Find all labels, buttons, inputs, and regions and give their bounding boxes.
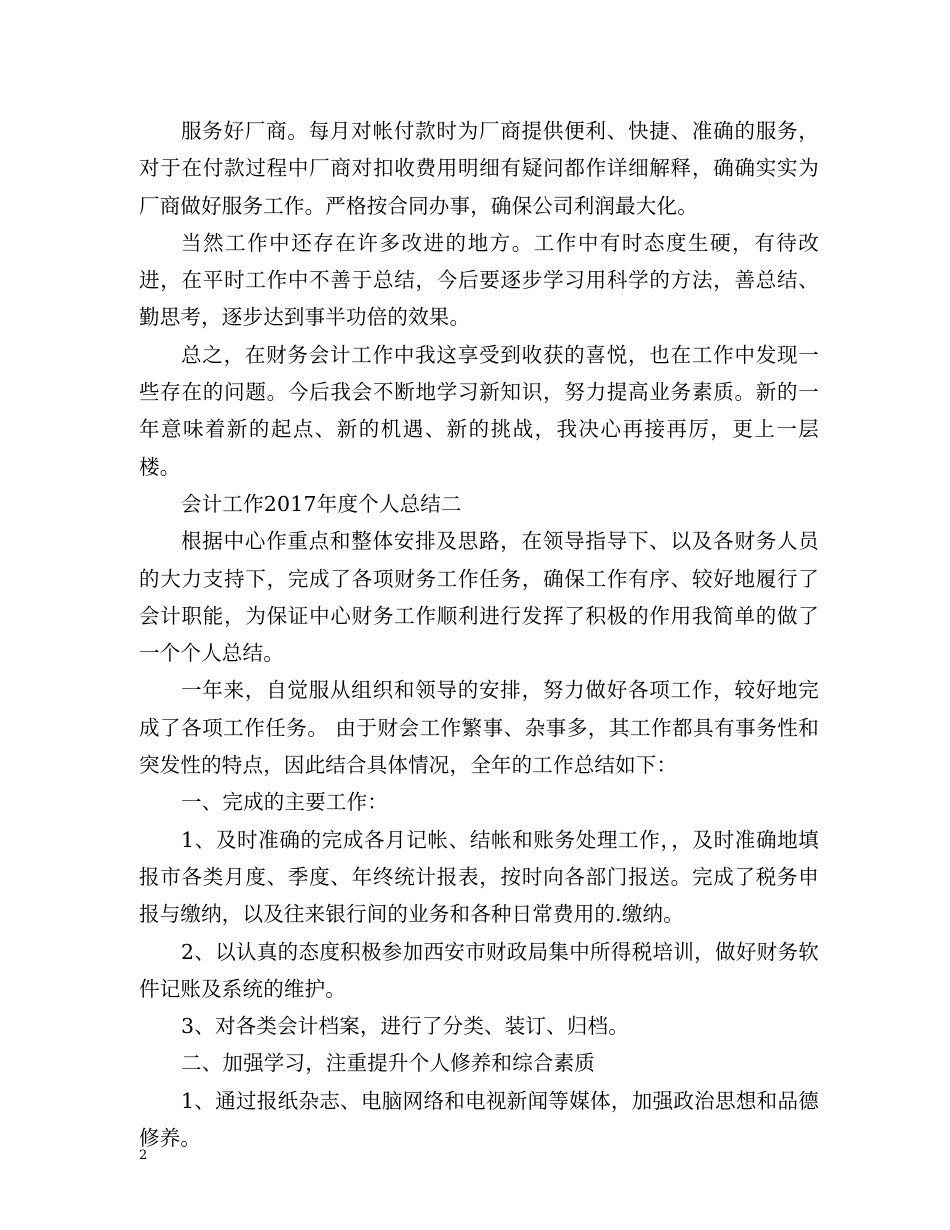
list-item-bookkeeping: 1、及时准确的完成各月记帐、结帐和账务处理工作，，及时准确地填报市各类月度、季度、年终统计报表，按时向各部门报送。完成了税务申报与缴纳，以及往来银行间的业务和各种日常费用的.缴纳。	[139, 827, 819, 927]
paragraph-service-vendors: 服务好厂商。每月对帐付款时为厂商提供便利、快捷、准确的服务，对于在付款过程中厂商对扣收费用明细有疑问都作详细解释，确确实实为厂商做好服务工作。严格按合同办事，确保公司利润最大化。	[139, 119, 819, 218]
page-number: 2	[139, 1148, 148, 1163]
paragraph-introduction: 根据中心作重点和整体安排及思路，在领导指导下、以及各财务人员的大力支持下，完成了各项财务工作任务，确保工作有序、较好地履行了会计职能，为保证中心财务工作顺利进行发挥了积极的作用我简单的做了一个个人总结。	[139, 529, 819, 666]
document-body	[139, 113, 819, 1157]
list-item-media-learning: 1、通过报纸杂志、电脑网络和电视新闻等媒体，加强政治思想和品德修养。	[139, 1088, 819, 1151]
heading-main-work: 一、完成的主要工作：	[181, 790, 388, 815]
list-item-archives: 3、对各类会计档案，进行了分类、装订、归档。	[181, 1014, 629, 1039]
paragraph-conclusion: 总之，在财务会计工作中我这享受到收获的喜悦，也在工作中发现一些存在的问题。今后我会不断地学习新知识，努力提高业务素质。新的一年意味着新的起点、新的机遇、新的挑战，我决心再接再厉，更上一层楼。	[139, 342, 819, 479]
paragraph-year-overview: 一年来，自觉服从组织和领导的安排，努力做好各项工作，较好地完成了各项工作任务。 由于财会工作繁事、杂事多，其工作都具有事务性和突发性的特点，因此结合具体情况，全年的工作总结如下：	[139, 678, 819, 778]
paragraph-improvements: 当然工作中还存在许多改进的地方。工作中有时态度生硬，有待改进，在平时工作中不善于总结，今后要逐步学习用科学的方法，善总结、勤思考，逐步达到事半功倍的效果。	[139, 230, 819, 330]
list-item-training: 2、以认真的态度积极参加西安市财政局集中所得税培训，做好财务软件记账及系统的维护。	[139, 939, 819, 1001]
heading-learning: 二、加强学习，注重提升个人修养和综合素质	[181, 1051, 595, 1076]
section-heading-summary-two: 会计工作2017年度个人总结二	[181, 491, 462, 516]
